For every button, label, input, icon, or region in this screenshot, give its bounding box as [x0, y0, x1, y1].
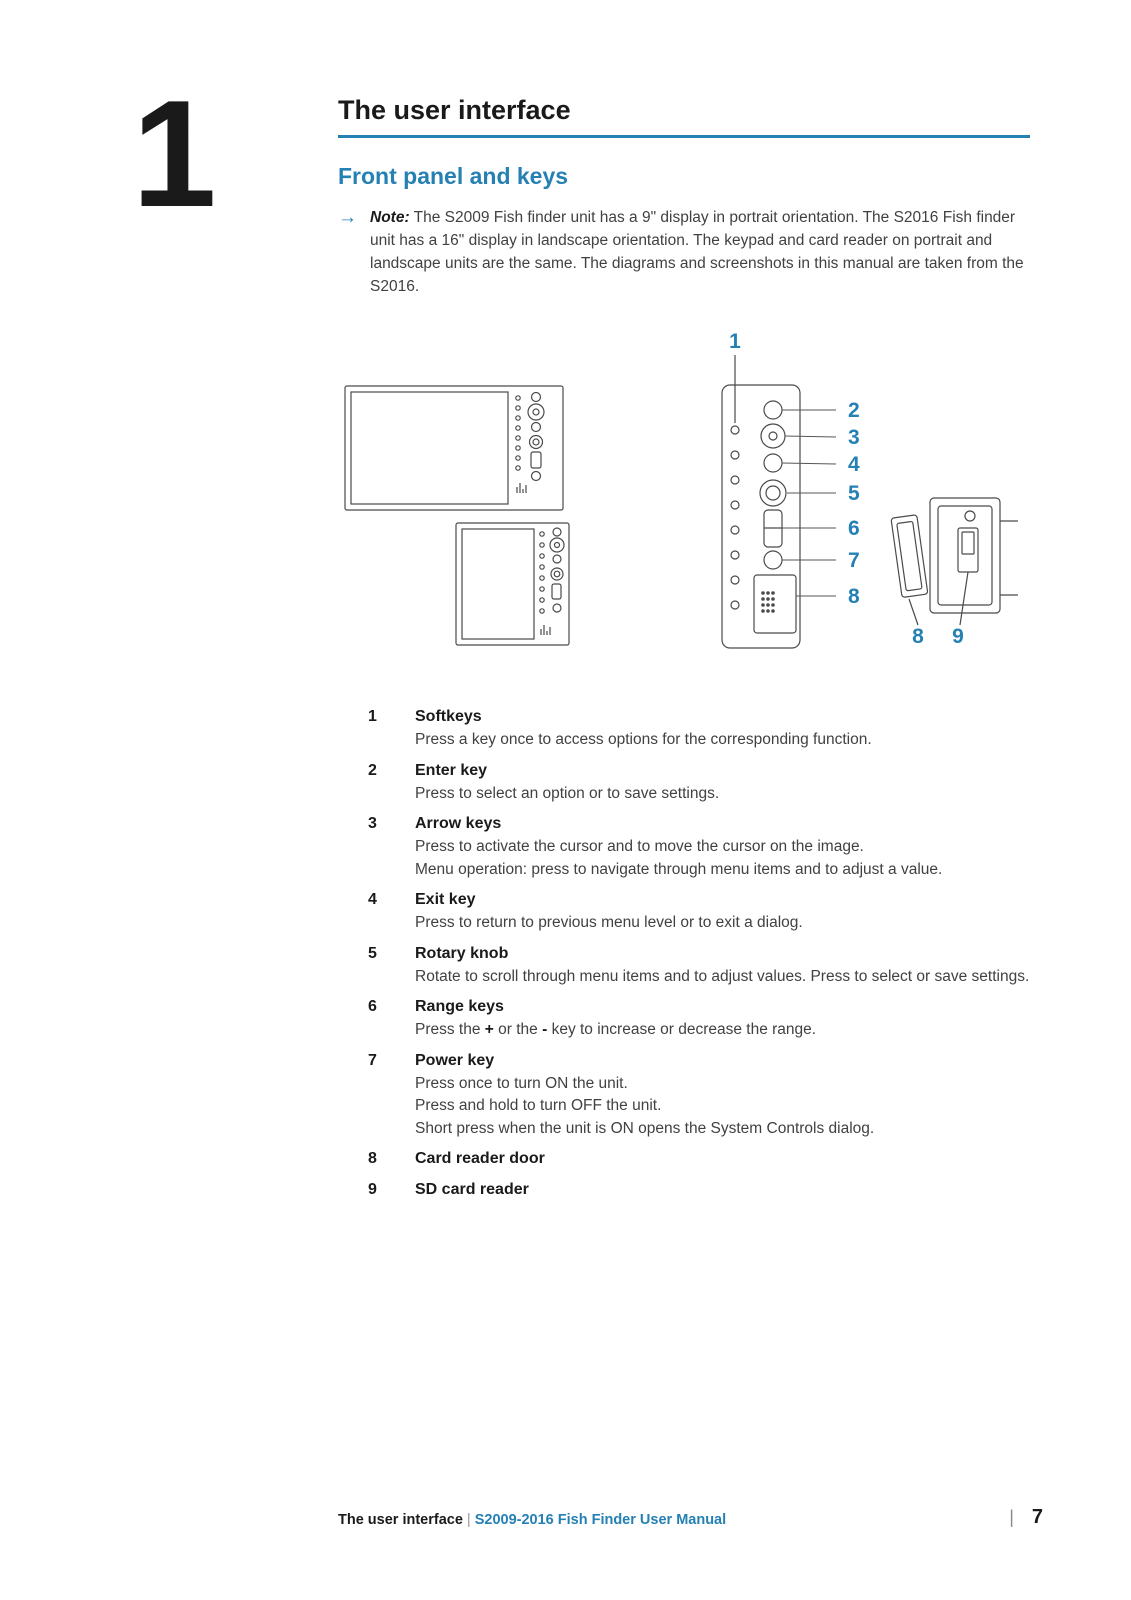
key-title: Exit key — [415, 891, 476, 908]
callout-8b: 8 — [912, 625, 924, 648]
key-item-power — [368, 1050, 1030, 1141]
key-desc: Press and hold to turn OFF the unit. — [415, 1097, 662, 1114]
footer-manual-title: S2009-2016 Fish Finder User Manual — [474, 1512, 727, 1528]
key-item-softkeys — [368, 706, 1030, 752]
card-reader-detail-drawing — [891, 498, 1018, 625]
portrait-unit-drawing — [456, 523, 569, 645]
key-desc: Menu operation: press to navigate through menu items and to adjust a value. — [415, 860, 943, 878]
key-desc: Press a key once to access options for the corresponding function. — [415, 731, 872, 748]
page-title: The user interface — [338, 95, 571, 125]
key-number: 3 — [368, 815, 377, 832]
key-title: Power key — [415, 1051, 495, 1069]
key-title: Enter key — [415, 761, 488, 779]
key-number: 6 — [368, 998, 377, 1015]
title-block — [338, 95, 1030, 138]
key-desc: Press once to turn ON the unit. — [415, 1074, 628, 1092]
key-number: 4 — [368, 891, 377, 908]
key-number: 7 — [368, 1051, 377, 1069]
desc-part: key to increase or decrease the range. — [547, 1021, 817, 1038]
callout-9: 9 — [952, 625, 964, 648]
note-text — [370, 206, 1026, 298]
callout-6: 6 — [848, 517, 860, 540]
key-title: Arrow keys — [415, 815, 502, 832]
key-title: Range keys — [415, 998, 504, 1015]
key-desc — [415, 1019, 1030, 1042]
note-body: The S2009 Fish finder unit has a 9" display in portrait orientation. The S2016 Fish finder unit has a 16" display in landscape orientation. The keypad and card reader on portrait and landscape units are the same. The diagrams and screenshots in this manual are taken from the S2016. — [370, 209, 1024, 295]
callout-5: 5 — [848, 482, 860, 505]
keys-list — [368, 706, 1030, 1210]
callout-8: 8 — [848, 585, 860, 608]
desc-part: Press the — [415, 1021, 485, 1038]
key-desc: Press to activate the cursor and to move the cursor on the image. — [415, 838, 864, 855]
footer-right — [1009, 1506, 1043, 1529]
footer-left — [338, 1512, 726, 1528]
page-number: 7 — [1031, 1506, 1043, 1528]
section-title: Front panel and keys — [338, 163, 569, 189]
key-number: 9 — [368, 1181, 377, 1198]
key-desc: Press to return to previous menu level or to exit a dialog. — [415, 914, 803, 931]
key-item-range — [368, 996, 1030, 1042]
front-panel-diagram — [330, 323, 1030, 668]
key-desc: Rotate to scroll through menu items and to adjust values. Press to select or save settings. — [415, 967, 1030, 985]
callout-7: 7 — [848, 549, 860, 572]
note-block — [338, 206, 1026, 298]
callout-2: 2 — [848, 399, 860, 422]
key-desc: Press to select an option or to save settings. — [415, 784, 720, 802]
key-item-exit — [368, 889, 1030, 935]
title-rule — [338, 135, 1030, 138]
key-item-arrows — [368, 813, 1030, 881]
callout-leader-lines — [782, 410, 836, 596]
key-title: Card reader door — [415, 1150, 545, 1167]
key-item-sd-reader — [368, 1179, 1030, 1202]
key-title: Softkeys — [415, 708, 482, 725]
footer-separator: | — [466, 1512, 471, 1528]
key-number: 5 — [368, 944, 377, 962]
callout-3: 3 — [848, 426, 860, 449]
key-title: SD card reader — [415, 1181, 529, 1198]
keypad-zoom-drawing — [722, 355, 800, 648]
key-item-card-door — [368, 1148, 1030, 1171]
note-label: Note: — [370, 209, 410, 226]
key-item-rotary — [368, 943, 1030, 989]
key-number: 1 — [368, 708, 377, 725]
key-desc: Short press when the unit is ON opens the System Controls dialog. — [415, 1119, 875, 1137]
front-panel-diagram-svg — [330, 323, 1030, 663]
callout-4: 4 — [848, 453, 860, 476]
desc-part: or the — [493, 1021, 543, 1038]
key-title: Rotary knob — [415, 944, 509, 962]
key-number: 2 — [368, 761, 377, 779]
plus-key-label: + — [484, 1021, 494, 1038]
note-arrow-icon: → — [338, 207, 357, 228]
footer-page-bar: | — [1009, 1507, 1014, 1527]
minus-key-label: - — [542, 1021, 548, 1038]
key-number: 8 — [368, 1150, 377, 1167]
callout-1: 1 — [729, 330, 741, 353]
landscape-unit-drawing — [345, 386, 563, 510]
key-item-enter — [368, 760, 1030, 806]
footer-chapter: The user interface — [338, 1512, 463, 1528]
chapter-number: 1 — [132, 69, 213, 239]
